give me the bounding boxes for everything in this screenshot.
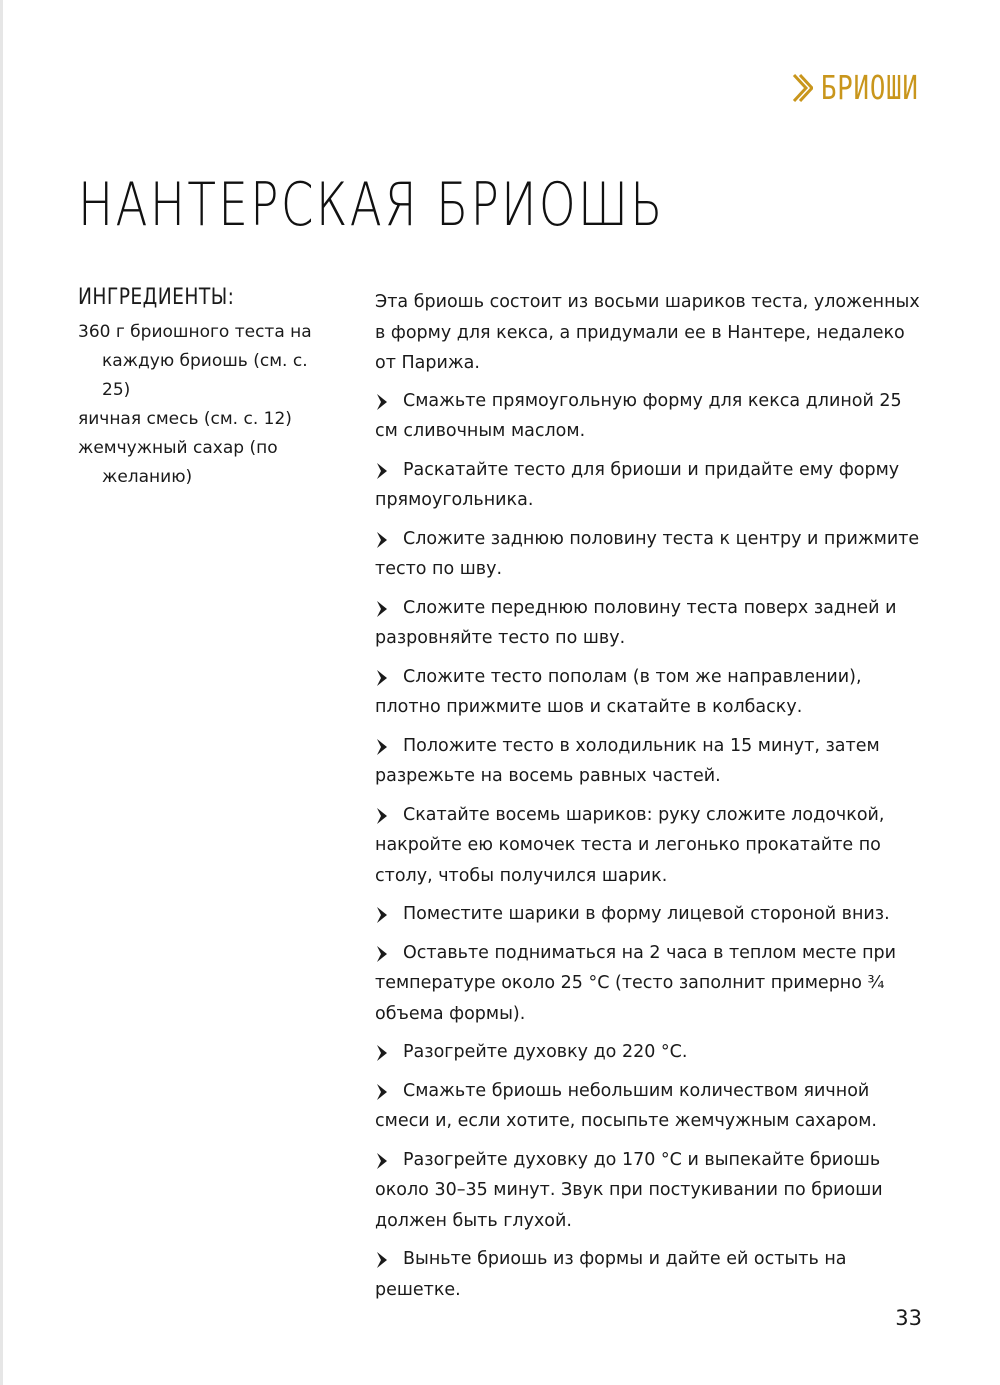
step-item xyxy=(375,593,923,654)
steps-list xyxy=(375,386,923,1306)
step-item xyxy=(375,731,923,792)
method-panel xyxy=(375,287,923,1313)
step-text: Смажьте бриошь небольшим количеством яичной смеси и, если хотите, посыпьте жемчужным сахаром. xyxy=(375,1080,877,1131)
step-chevron-icon xyxy=(375,393,391,411)
step-item xyxy=(375,899,923,930)
step-item xyxy=(375,1076,923,1137)
step-text: Скатайте восемь шариков: руку сложите лодочкой, накройте ею комочек теста и легонько прокатайте по столу, чтобы получился шарик. xyxy=(375,804,885,886)
step-text: Положите тесто в холодильник на 15 минут, затем разрежьте на восемь равных частей. xyxy=(375,735,880,786)
step-text: Выньте бриошь из формы и дайте ей остыть на решетке. xyxy=(375,1249,847,1300)
ingredients-panel xyxy=(78,285,323,492)
step-chevron-icon xyxy=(375,669,391,687)
recipe-title: НАНТЕРСКАЯ БРИОШЬ xyxy=(78,170,665,240)
step-item xyxy=(375,800,923,892)
step-text: Разогрейте духовку до 220 °С. xyxy=(403,1042,688,1062)
step-item xyxy=(375,662,923,723)
ingredient-item: 360 г бриошного теста на каждую бриошь (см. с. 25) xyxy=(78,322,312,400)
page-number: 33 xyxy=(895,1306,922,1330)
step-chevron-icon xyxy=(375,807,391,825)
step-text: Сложите переднюю половину теста поверх задней и разровняйте тесто по шву. xyxy=(375,597,897,648)
step-item xyxy=(375,1145,923,1237)
step-item xyxy=(375,938,923,1030)
step-chevron-icon xyxy=(375,1251,391,1269)
step-chevron-icon xyxy=(375,906,391,924)
step-item xyxy=(375,1037,923,1068)
step-text: Сложите тесто пополам (в том же направлении), плотно прижмите шов и скатайте в колбаску. xyxy=(375,666,862,717)
step-text: Сложите заднюю половину теста к центру и прижмите тесто по шву. xyxy=(375,528,920,579)
step-chevron-icon xyxy=(375,462,391,480)
step-chevron-icon xyxy=(375,738,391,756)
step-chevron-icon xyxy=(375,1083,391,1101)
step-text: Раскатайте тесто для бриоши и придайте ему форму прямоугольника. xyxy=(375,459,900,510)
page-edge xyxy=(0,0,3,1385)
step-text: Оставьте подниматься на 2 часа в теплом месте при температуре около 25 °С (тесто заполнит примерно ¾ объема формы). xyxy=(375,942,897,1024)
ingredient-item: яичная смесь (см. с. 12) xyxy=(78,409,292,429)
step-item xyxy=(375,386,923,447)
step-text: Поместите шарики в форму лицевой стороной вниз. xyxy=(403,904,890,924)
step-chevron-icon xyxy=(375,1152,391,1170)
section-label: БРИОШИ xyxy=(820,68,919,107)
ingredients-heading: ИНГРЕДИЕНТЫ: xyxy=(78,285,235,310)
step-item xyxy=(375,455,923,516)
chevron-right-icon xyxy=(791,72,813,104)
step-chevron-icon xyxy=(375,945,391,963)
recipe-intro: Эта бриошь состоит из восьми шариков теста, уложенных в форму для кекса, а придумали ее в Нантере, недалеко от Парижа. xyxy=(375,292,920,373)
step-item xyxy=(375,524,923,585)
step-chevron-icon xyxy=(375,1044,391,1062)
ingredient-item: жемчужный сахар (по желанию) xyxy=(78,438,278,487)
step-item xyxy=(375,1244,923,1305)
section-header xyxy=(791,68,922,107)
step-chevron-icon xyxy=(375,600,391,618)
ingredients-list xyxy=(78,318,323,492)
step-chevron-icon xyxy=(375,531,391,549)
step-text: Смажьте прямоугольную форму для кекса длиной 25 см сливочным маслом. xyxy=(375,390,902,441)
step-text: Разогрейте духовку до 170 °С и выпекайте бриошь около 30–35 минут. Звук при постукивании по бриоши должен быть глухой. xyxy=(375,1149,883,1231)
